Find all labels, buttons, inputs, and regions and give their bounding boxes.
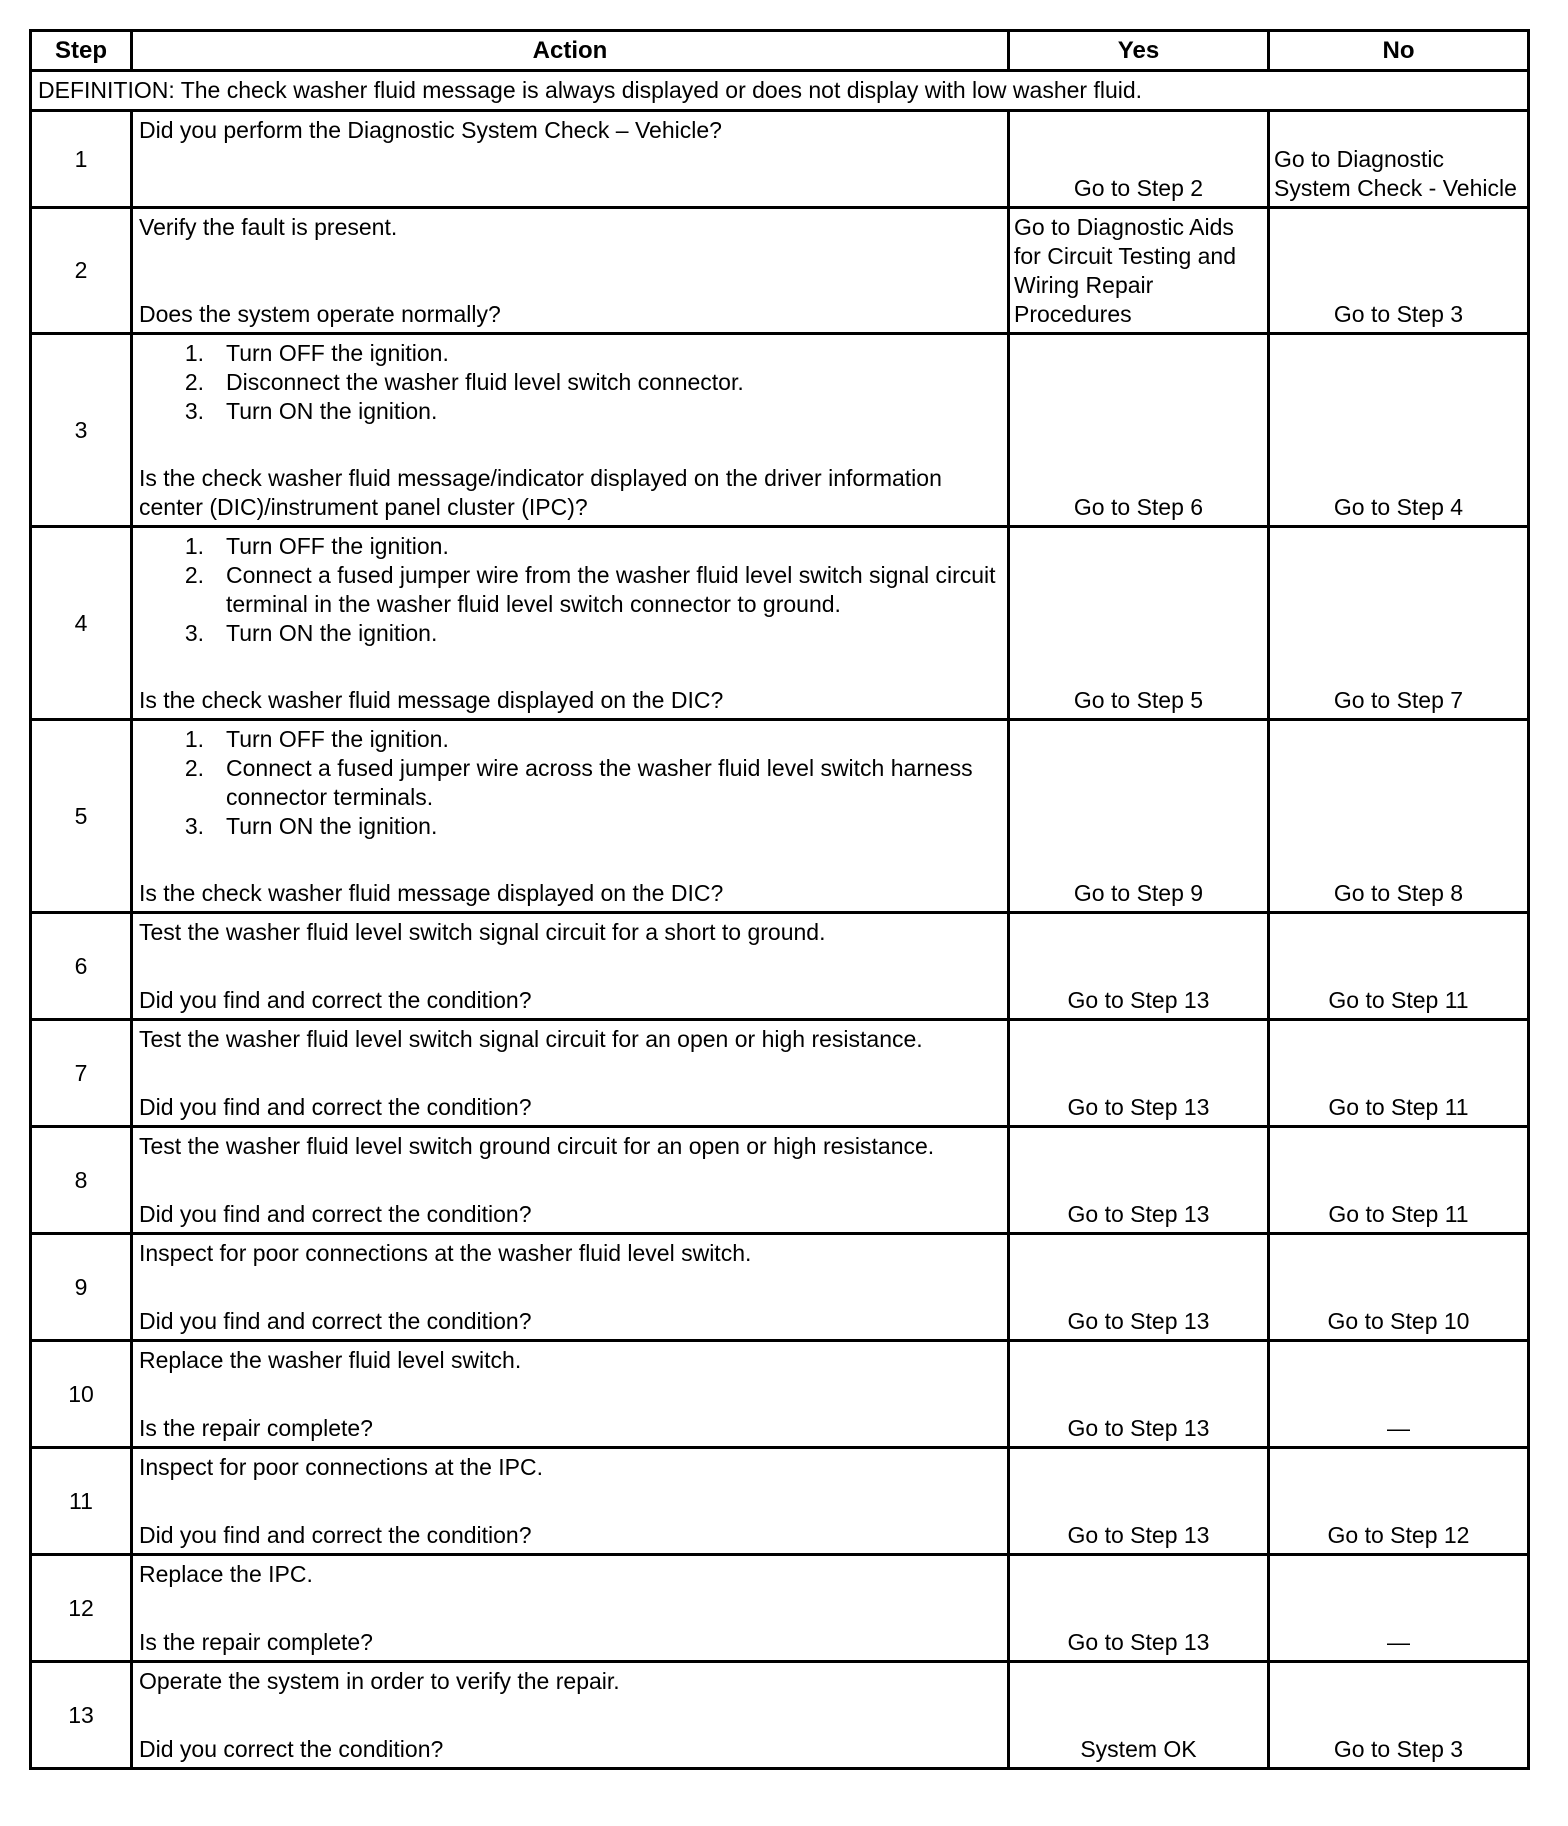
substep-item [139,368,1001,397]
action-cell [132,1448,1009,1555]
substep-item [139,754,1001,812]
step-number: 8 [31,1127,132,1234]
table-row [31,208,1529,334]
substep-number: 1. [184,726,204,752]
yes-result: Go to Step 6 [1009,334,1269,527]
action-instruction: Inspect for poor connections at the IPC. [139,1454,544,1480]
action-cell [132,208,1009,334]
substep-text: Connect a fused jumper wire from the washer fluid level switch signal circuit terminal in the washer fluid level switch connector to ground. [226,562,996,617]
action-question: Did you find and correct the condition? [139,1308,532,1334]
no-result: Go to Step 3 [1269,208,1529,334]
substep-item [139,725,1001,754]
action-cell [132,1020,1009,1127]
yes-result: Go to Step 13 [1009,1341,1269,1448]
step-number: 5 [31,720,132,913]
substep-text: Turn ON the ignition. [226,398,438,424]
table-row [31,111,1529,208]
step-number: 10 [31,1341,132,1448]
substep-number: 1. [184,340,204,366]
substep-text: Turn ON the ignition. [226,813,438,839]
substep-item [139,619,1001,648]
step-number: 7 [31,1020,132,1127]
substep-number: 3. [184,398,204,424]
action-instruction: Test the washer fluid level switch ground circuit for an open or high resistance. [139,1133,935,1159]
no-result: Go to Step 11 [1269,1020,1529,1127]
substep-list [139,532,1001,648]
table-row [31,334,1529,527]
header-no: No [1269,31,1529,71]
substep-number: 3. [184,620,204,646]
no-result: Go to Diagnostic System Check - Vehicle [1269,111,1529,208]
table-row [31,720,1529,913]
yes-result: Go to Step 13 [1009,1020,1269,1127]
table-row [31,1234,1529,1341]
substep-text: Disconnect the washer fluid level switch connector. [226,369,744,395]
table-row [31,913,1529,1020]
table-row [31,527,1529,720]
substep-item [139,339,1001,368]
yes-result: Go to Step 13 [1009,913,1269,1020]
substep-text: Turn OFF the ignition. [226,340,449,366]
substep-item [139,532,1001,561]
header-action: Action [132,31,1009,71]
action-instruction: Verify the fault is present. [139,214,398,240]
step-number: 4 [31,527,132,720]
substep-number: 2. [184,562,204,588]
no-result: Go to Step 10 [1269,1234,1529,1341]
action-question: Is the check washer fluid message displayed on the DIC? [139,687,724,713]
action-question: Did you correct the condition? [139,1736,444,1762]
substep-list [139,725,1001,841]
step-number: 12 [31,1555,132,1662]
step-number: 1 [31,111,132,208]
action-cell [132,913,1009,1020]
substep-item [139,561,1001,619]
yes-result: Go to Step 2 [1009,111,1269,208]
no-result: — [1269,1555,1529,1662]
action-instruction: Test the washer fluid level switch signal circuit for a short to ground. [139,919,826,945]
header-yes: Yes [1009,31,1269,71]
action-instruction: Replace the washer fluid level switch. [139,1347,522,1373]
substep-list [139,339,1001,426]
no-result: Go to Step 7 [1269,527,1529,720]
substep-number: 2. [184,755,204,781]
table-row [31,1341,1529,1448]
action-cell [132,111,1009,208]
action-cell [132,334,1009,527]
no-result: Go to Step 3 [1269,1662,1529,1769]
step-number: 13 [31,1662,132,1769]
action-question: Is the check washer fluid message/indicator displayed on the driver information center (DIC)/instrument panel cluster (IPC)? [139,465,942,520]
action-question: Did you find and correct the condition? [139,1201,532,1227]
no-result: Go to Step 12 [1269,1448,1529,1555]
step-number: 9 [31,1234,132,1341]
no-result: Go to Step 8 [1269,720,1529,913]
header-row [31,31,1529,71]
action-cell [132,527,1009,720]
action-cell [132,1127,1009,1234]
yes-result: Go to Step 13 [1009,1127,1269,1234]
substep-text: Connect a fused jumper wire across the washer fluid level switch harness connector terminals. [226,755,973,810]
substep-item [139,812,1001,841]
yes-result: Go to Diagnostic Aids for Circuit Testing and Wiring Repair Procedures [1009,208,1269,334]
yes-result: Go to Step 13 [1009,1448,1269,1555]
no-result: — [1269,1341,1529,1448]
action-cell [132,1341,1009,1448]
no-result: Go to Step 11 [1269,913,1529,1020]
action-question: Did you find and correct the condition? [139,987,532,1013]
action-cell [132,1555,1009,1662]
action-question: Is the repair complete? [139,1415,373,1441]
action-cell [132,1234,1009,1341]
action-instruction: Inspect for poor connections at the washer fluid level switch. [139,1240,752,1266]
yes-result: Go to Step 13 [1009,1234,1269,1341]
action-instruction: Test the washer fluid level switch signal circuit for an open or high resistance. [139,1026,923,1052]
substep-number: 1. [184,533,204,559]
step-number: 11 [31,1448,132,1555]
action-instruction: Replace the IPC. [139,1561,313,1587]
action-cell [132,720,1009,913]
yes-result: Go to Step 5 [1009,527,1269,720]
action-question: Is the check washer fluid message displayed on the DIC? [139,880,724,906]
action-question: Did you find and correct the condition? [139,1094,532,1120]
substep-item [139,397,1001,426]
action-instruction: Operate the system in order to verify the repair. [139,1668,620,1694]
action-question: Does the system operate normally? [139,301,501,327]
table-row [31,1020,1529,1127]
action-cell [132,1662,1009,1769]
action-question: Did you find and correct the condition? [139,1522,532,1548]
no-result: Go to Step 4 [1269,334,1529,527]
yes-result: System OK [1009,1662,1269,1769]
substep-number: 3. [184,813,204,839]
header-step: Step [31,31,132,71]
substep-number: 2. [184,369,204,395]
table-row [31,1555,1529,1662]
substep-text: Turn ON the ignition. [226,620,438,646]
yes-result: Go to Step 13 [1009,1555,1269,1662]
step-number: 2 [31,208,132,334]
action-question: Is the repair complete? [139,1629,373,1655]
yes-result: Go to Step 9 [1009,720,1269,913]
table-row [31,1448,1529,1555]
table-row [31,1127,1529,1234]
table-row [31,1662,1529,1769]
action-instruction: Did you perform the Diagnostic System Check – Vehicle? [139,117,722,143]
step-number: 6 [31,913,132,1020]
no-result: Go to Step 11 [1269,1127,1529,1234]
definition-row [31,71,1529,111]
diagnostic-table [29,29,1530,1770]
definition-text: DEFINITION: The check washer fluid message is always displayed or does not display with low washer fluid. [31,71,1529,111]
substep-text: Turn OFF the ignition. [226,726,449,752]
substep-text: Turn OFF the ignition. [226,533,449,559]
step-number: 3 [31,334,132,527]
